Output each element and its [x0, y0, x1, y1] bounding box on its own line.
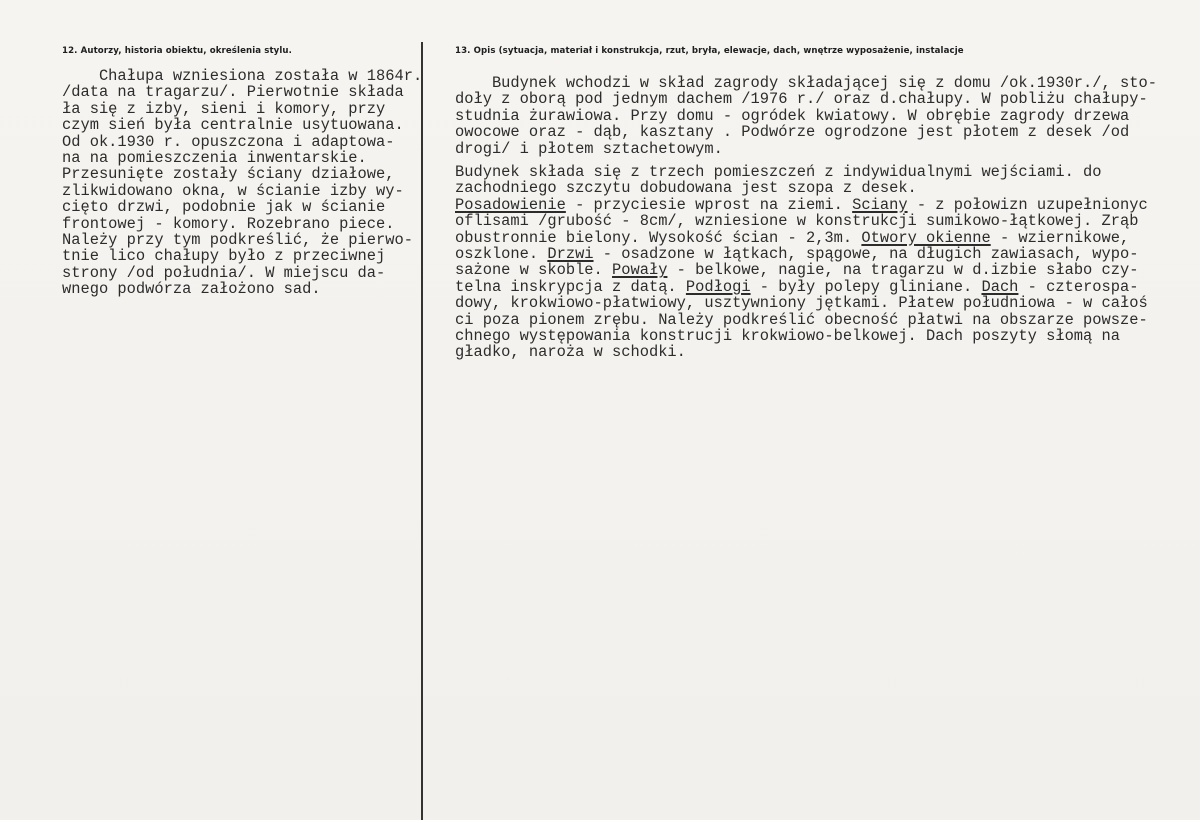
text-line: Chałupa wzniesiona została w 1864r. — [62, 67, 423, 85]
text-line: zlikwidowano okna, w ścianie izby wy- — [62, 181, 404, 200]
text-line: wnego podwórza założono sad. — [62, 280, 321, 299]
section-13-paragraph-1 — [455, 75, 1157, 157]
dach-label: Dach — [981, 277, 1019, 296]
text-line — [455, 262, 1148, 278]
otwory-label: Otwory okienne — [861, 228, 991, 247]
text-line — [455, 279, 1148, 295]
text-line: gładko, naroża w schodki. — [455, 343, 686, 362]
text-line: ła się z izby, sieni i komory, przy — [62, 99, 386, 118]
section-13-heading: 13. Opis (sytuacja, materiał i konstrukcja, rzut, bryła, elewacje, dach, wnętrze wyposażenie, instalacje — [455, 46, 964, 56]
text-line: Przesunięte zostały ściany działowe, — [62, 165, 395, 184]
otwory-text: - wziernikowe, — [990, 228, 1130, 247]
powaly-text: - belkowe, nagie, na tragarzu w d.izbie słabo czy- — [667, 261, 1139, 280]
section-13-paragraph-2 — [455, 164, 1148, 361]
text-line: frontowej - komory. Rozebrano piece. — [62, 214, 395, 233]
text-line: dowy, krokwiowo-płatwiowy, usztywniony jętkami. Płatew południowa - w całoś — [455, 294, 1148, 313]
posadowienie-label: Posadowienie — [455, 195, 566, 214]
text-line: owocowe oraz - dąb, kasztany . Podwórze ogrodzone jest płotem z desek /od — [455, 123, 1130, 142]
text-line: czym sień była centralnie usytuowana. — [62, 116, 404, 135]
text-line: ci poza pionem zrębu. Należy podkreślić obecność płatwi na obszarze powsze- — [455, 310, 1148, 329]
drzwi-label: Drzwi — [547, 245, 594, 264]
text-line: strony /od południa/. W miejscu da- — [62, 263, 386, 282]
text-line — [455, 197, 1148, 213]
section-12-heading: 12. Autorzy, historia obiektu, określenia stylu. — [62, 46, 293, 56]
podlogi-text: - były polepy gliniane. — [750, 277, 982, 296]
powaly-label: Powały — [612, 261, 668, 280]
section-12-text — [62, 68, 422, 298]
sciany-label: Sciany — [852, 195, 908, 214]
wysokosc-text: obustronnie bielony. Wysokość ścian - 2,3m. — [455, 228, 862, 247]
text-line: zachodniego szczytu dobudowana jest szopa z desek. — [455, 179, 917, 198]
text-line: na na pomieszczenia inwentarskie. — [62, 149, 367, 168]
text-line — [455, 230, 1148, 246]
text-line: tnie lico chałupy było z przeciwnej — [62, 247, 386, 266]
text-line — [455, 246, 1148, 262]
text-line: chnego występowania konstrucji krokwiowo-belkowej. Dach poszyty słomą na — [455, 327, 1120, 346]
inskrypcja-text: telna inskrypcja z datą. — [455, 277, 686, 296]
text-line: drogi/ i płotem sztachetowym. — [455, 139, 723, 158]
text-line: Od ok.1930 r. opuszczona i adaptowa- — [62, 132, 395, 151]
dach-text: - czterospa- — [1018, 277, 1139, 296]
text-line: Budynek wchodzi w skład zagrody składającej się z domu /ok.1930r./, sto- — [455, 74, 1157, 92]
text-line: doły z oborą pod jednym dachem /1976 r./ oraz d.chałupy. W pobliżu chałupy- — [455, 90, 1148, 109]
posadowienie-text: - przyciesie wprost na ziemi. — [565, 195, 853, 214]
skoble-text: sażone w skoble. — [455, 261, 613, 280]
text-line: Budynek składa się z trzech pomieszczeń z indywidualnymi wejściami. do — [455, 163, 1102, 181]
podlogi-label: Podłogi — [685, 277, 751, 296]
oszklone-text: oszklone. — [455, 245, 548, 264]
sciany-text: - z połowizn uzupełnionyc — [907, 195, 1148, 214]
text-line: studnia żurawiowa. Przy domu - ogródek kwiatowy. W obrębie zagrody drzewa — [455, 106, 1130, 125]
text-line: Należy przy tym podkreślić, że pierwo- — [62, 231, 413, 250]
drzwi-text: - osadzone w łątkach, spągowe, na długich zawiasach, wypo- — [593, 245, 1139, 264]
text-line: /data na tragarzu/. Pierwotnie składa — [62, 83, 404, 102]
text-line: oflisami /grubość - 8cm/, wzniesione w konstrukcji sumikowo-łątkowej. Zrąb — [455, 212, 1139, 231]
text-line: cięto drzwi, podobnie jak w ścianie — [62, 198, 386, 217]
